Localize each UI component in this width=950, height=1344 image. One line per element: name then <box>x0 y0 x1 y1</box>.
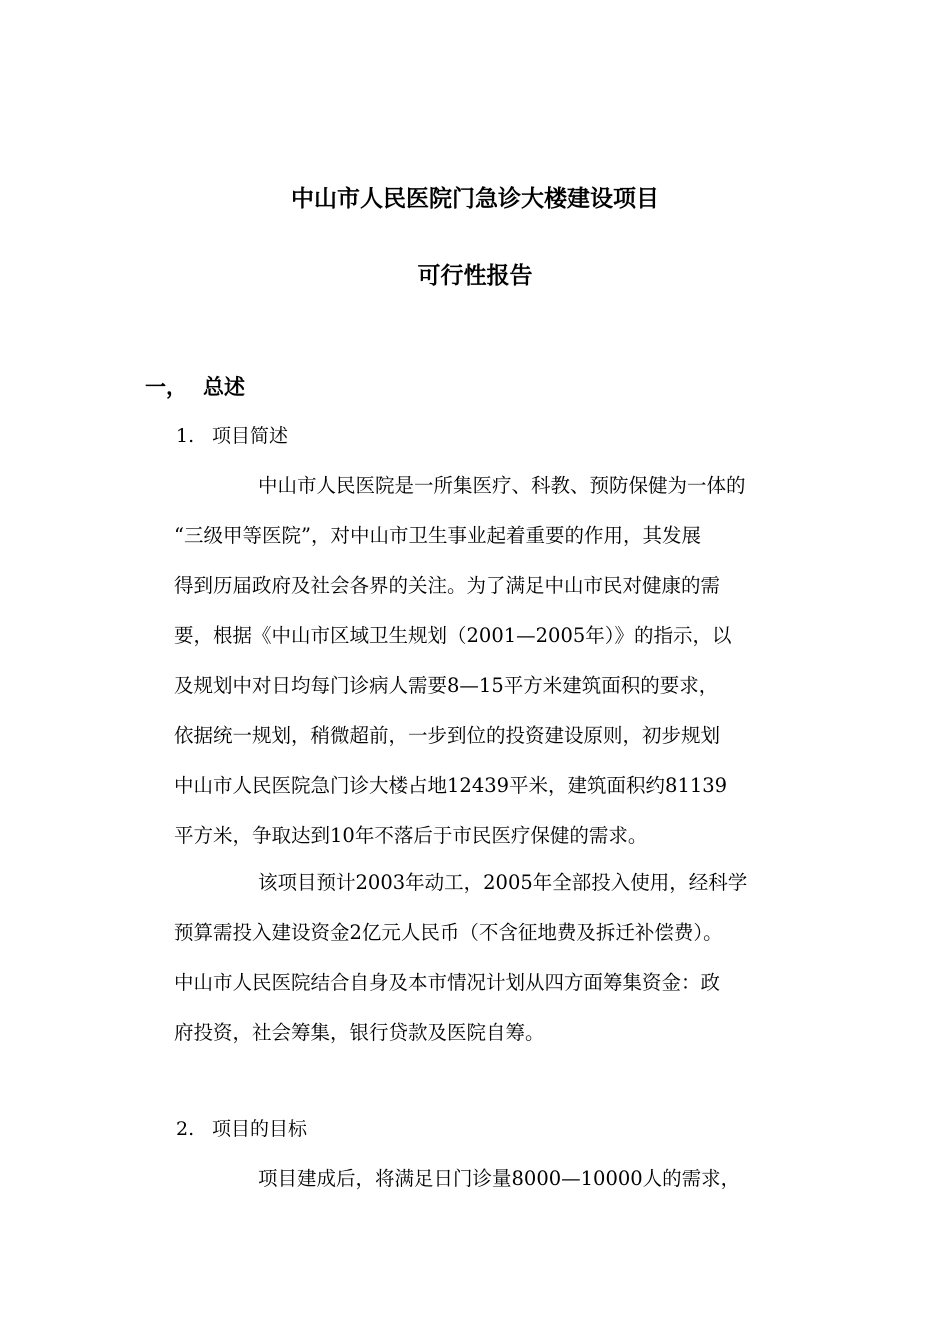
text-line: 中山市人民医院结合自身及本市情况计划从四方面筹集资金：政 <box>174 971 721 994</box>
text-line: 依据统一规划，稍微超前，一步到位的投资建设原则，初步规划 <box>174 724 721 747</box>
document-title-line1: 中山市人民医院门急诊大楼建设项目 <box>291 185 659 212</box>
text-line: 平方米，争取达到10年不落后于市民医疗保健的需求。 <box>174 824 648 847</box>
section-title: 总述 <box>203 374 245 399</box>
paragraph-project-goals <box>174 1165 834 1215</box>
text-line: 中山市人民医院急门诊大楼占地12439平米，建筑面积约81139 <box>174 774 728 797</box>
text-line: 要，根据《中山市区域卫生规划（2001—2005年）》的指示，以 <box>174 624 732 647</box>
text-line: 预算需投入建设资金2亿元人民币（不含征地费及拆迁补偿费）。 <box>174 921 723 944</box>
text-line: 府投资，社会筹集，银行贷款及医院自筹。 <box>174 1021 545 1044</box>
document-title-line2: 可行性报告 <box>417 262 533 289</box>
text-line: “三级甲等医院”，对中山市卫生事业起着重要的作用，其发展 <box>174 524 701 547</box>
text-line: 该项目预计2003年动工，2005年全部投入使用，经科学 <box>258 871 748 894</box>
section-heading-overview <box>145 372 245 402</box>
subheading-number: 1. <box>176 425 195 447</box>
text-line: 得到历届政府及社会各界的关注。为了满足中山市民对健康的需 <box>174 574 721 597</box>
subheading-title: 项目的目标 <box>212 1118 308 1140</box>
subheading-project-summary <box>176 422 288 450</box>
paragraph-funding <box>174 869 834 1069</box>
text-line: 中山市人民医院是一所集医疗、科教、预防保健为一体的 <box>258 474 746 497</box>
section-number: 一， <box>145 374 187 399</box>
subheading-project-goals <box>176 1115 307 1143</box>
subheading-number: 2. <box>176 1118 195 1140</box>
paragraph-project-summary <box>174 472 834 872</box>
text-line: 及规划中对日均每门诊病人需要8—15平方米建筑面积的要求， <box>174 674 719 697</box>
text-line: 项目建成后，将满足日门诊量8000—10000人的需求， <box>258 1167 741 1190</box>
subheading-title: 项目简述 <box>212 425 289 447</box>
